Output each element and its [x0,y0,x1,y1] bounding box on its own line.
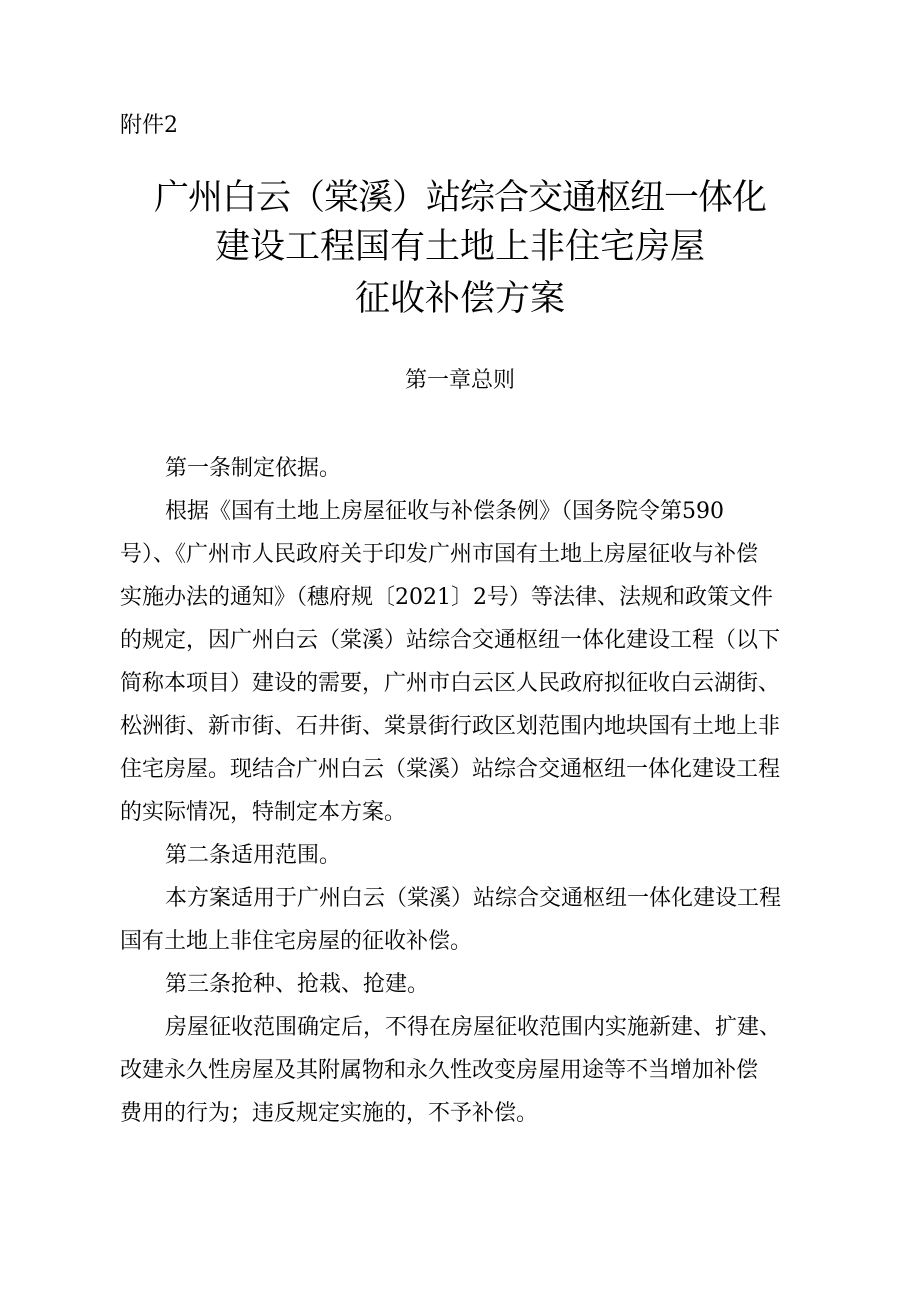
body-text-line: 松洲街、新市街、石井街、棠景街行政区划范围内地块国有土地上非 [120,714,781,739]
body-text-line: 改建永久性房屋及其附属物和永久性改变房屋用途等不当增加补偿 [120,1058,759,1083]
article-2-heading: 第二条适用范围。 [165,843,342,868]
document-title-line-3: 征收补偿方案 [354,279,565,319]
body-text-line: 国有土地上非住宅房屋的征收补偿。 [120,929,473,954]
document-title-line-2: 建设工程国有土地上非住宅房屋 [214,227,705,267]
article-3-heading: 第三条抢种、抢栽、抢建。 [165,972,430,997]
chapter-heading: 第一章总则 [404,368,515,393]
body-text-line: 的实际情况，特制定本方案。 [120,800,407,825]
body-text-line: 实施办法的通知》（穗府规〔2021〕2号）等法律、法规和政策文件 [120,585,773,610]
body-text-line: 房屋征收范围确定后，不得在房屋征收范围内实施新建、扩建、 [165,1015,782,1040]
body-text-line: 号）、《广州市人民政府关于印发广州市国有土地上房屋征收与补偿 [120,542,759,567]
body-text-line: 本方案适用于广州白云（棠溪）站综合交通枢纽一体化建设工程 [165,886,782,911]
body-text-line: 费用的行为；违反规定实施的，不予补偿。 [120,1101,539,1126]
body-text-line: 简称本项目）建设的需要，广州市白云区人民政府拟征收白云湖街、 [120,671,781,696]
document-title-line-1: 广州白云（棠溪）站综合交通枢纽一体化 [153,178,766,218]
body-text-line: 住宅房屋。现结合广州白云（棠溪）站综合交通枢纽一体化建设工程 [120,757,781,782]
body-text-line: 的规定，因广州白云（棠溪）站综合交通枢纽一体化建设工程（以下 [120,628,781,653]
attachment-label: 附件2 [120,113,178,138]
body-text-line: 根据《国有土地上房屋征收与补偿条例》（国务院令第590 [165,499,724,524]
article-1-heading: 第一条制定依据。 [165,456,342,481]
